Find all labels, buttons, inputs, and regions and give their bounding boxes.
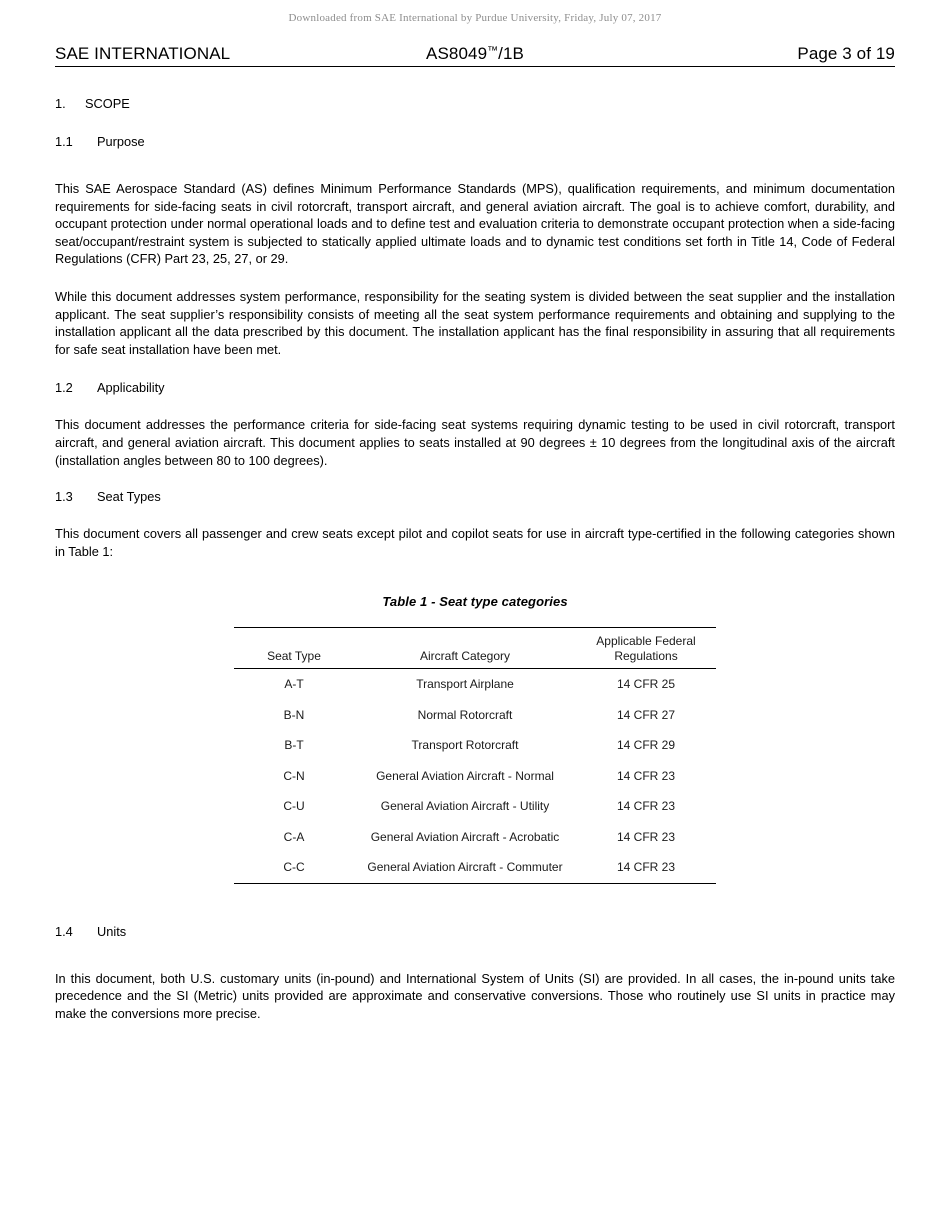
section-number-seat-types: 1.3	[55, 489, 73, 505]
header-organization: SAE INTERNATIONAL	[55, 44, 231, 63]
purpose-paragraph-1: This SAE Aerospace Standard (AS) defines Minimum Performance Standards (MPS), qualification requirements, and minimum documentation requirements for side-facing seats in civil rotorcraft, transport aircraft, and general aviation aircraft. The goal is to achieve comfort, durability, and occupant protection under normal operational loads and to define test and evaluation criteria to demonstrate occupant protection when a side-facing seat/occupant/restraint system is subjected to statically applied ultimate loads and to dynamic test conditions set forth in Title 14, Code of Federal Regulations (CFR) Part 23, 25, 27, or 29.	[55, 181, 895, 267]
cell-aircraft-category: General Aviation Aircraft - Utility	[380, 799, 550, 814]
units-paragraph-1: In this document, both U.S. customary units (in-pound) and International System of Units (SI) are provided. In all cases, the in-pound units take precedence and the SI (Metric) units provided are approximate and conservative conversions. Those who routinely use SI units in practice may make the conversions more precise.	[55, 970, 895, 1021]
table-row	[234, 730, 716, 761]
cell-aircraft-category: Transport Rotorcraft	[411, 738, 519, 753]
table-body	[234, 669, 716, 884]
cell-regulation: 14 CFR 23	[616, 829, 676, 844]
table-row	[234, 669, 716, 700]
cell-seat-type: B-T	[284, 738, 304, 753]
trademark-icon: ™	[487, 45, 499, 58]
table-1-caption: Table 1 - Seat type categories	[382, 594, 568, 610]
table-row	[234, 791, 716, 822]
cell-seat-type: C-A	[283, 829, 305, 844]
section-title-purpose: Purpose	[97, 134, 145, 149]
seat-types-paragraph-1: This document covers all passenger and crew seats except pilot and copilot seats for use in aircraft type-certified in the following categories shown in Table 1:	[55, 526, 895, 559]
cell-regulation: 14 CFR 23	[616, 799, 676, 814]
section-title-seat-types: Seat Types	[97, 489, 161, 505]
table-row	[234, 700, 716, 731]
column-header-seat-type	[234, 628, 354, 669]
cell-regulation: 14 CFR 29	[616, 738, 676, 753]
cell-regulation: 14 CFR 23	[576, 852, 716, 883]
column-header-regulations-line-2: Regulations	[614, 649, 678, 664]
column-header-aircraft-category-line-2: Aircraft Category	[419, 649, 511, 664]
table-1-container	[55, 627, 895, 884]
download-watermark: Downloaded from SAE International by Purdue University, Friday, July 07, 2017	[288, 12, 662, 24]
cell-aircraft-category: Normal Rotorcraft	[417, 707, 513, 722]
cell-seat-type: A-T	[284, 677, 304, 692]
table-header-row	[234, 628, 716, 669]
section-number-applicability: 1.2	[55, 380, 73, 396]
header-document-suffix: /1B	[498, 44, 524, 63]
header-page-number: Page 3 of 19	[797, 44, 895, 63]
cell-aircraft-category: Transport Airplane	[416, 677, 514, 692]
document-body	[55, 96, 895, 1023]
table-row	[234, 761, 716, 792]
header-document-number	[55, 44, 895, 64]
section-number-purpose: 1.1	[55, 134, 73, 149]
section-heading-scope	[55, 96, 895, 112]
cell-regulation: 14 CFR 27	[616, 707, 676, 722]
table-row	[234, 852, 716, 883]
section-number-scope: 1.	[55, 96, 66, 111]
column-header-regulations-line-1: Applicable Federal	[596, 634, 696, 649]
cell-aircraft-category: General Aviation Aircraft - Acrobatic	[370, 829, 560, 844]
purpose-paragraph-2: While this document addresses system performance, responsibility for the seating system is divided between the seat supplier and the installation applicant. The seat supplier’s responsibility consists of meeting all the seat system performance requirements and obtaining and supplying to the installation applicant all the data prescribed by this document. The installation applicant has the final responsibility in assuring that all requirements for safe seat installation have been met.	[55, 288, 895, 357]
cell-seat-type: B-N	[283, 707, 305, 722]
column-header-applicable-federal-regulations	[576, 628, 716, 669]
table-row	[234, 822, 716, 853]
section-number-units: 1.4	[55, 923, 73, 939]
cell-regulation: 14 CFR 23	[616, 768, 676, 783]
section-title-applicability: Applicability	[97, 380, 165, 396]
section-heading-applicability	[55, 380, 895, 396]
cell-seat-type: C-U	[283, 799, 305, 814]
section-title-units: Units	[97, 923, 127, 939]
section-heading-purpose	[55, 134, 895, 150]
section-heading-seat-types	[55, 489, 895, 505]
cell-aircraft-category: General Aviation Aircraft - Normal	[376, 768, 554, 783]
cell-seat-type: C-N	[283, 768, 305, 783]
cell-seat-type: C-C	[234, 852, 354, 883]
section-heading-units	[55, 924, 895, 940]
section-title-scope: SCOPE	[85, 96, 130, 111]
applicability-paragraph-1: This document addresses the performance criteria for side-facing seat systems requiring dynamic testing to be used in civil rotorcraft, transport aircraft, and general aviation aircraft. This document applies to seats installed at 90 degrees ± 10 degrees from the longitudinal axis of the aircraft (installation angles between 80 to 100 degrees).	[55, 417, 895, 468]
column-header-seat-type-line-2: Seat Type	[267, 649, 321, 664]
header-divider	[55, 66, 895, 67]
page-running-header	[55, 44, 895, 70]
seat-type-categories-table	[234, 627, 716, 884]
header-document-number-text: AS8049	[426, 44, 488, 63]
cell-regulation: 14 CFR 25	[616, 677, 676, 692]
cell-aircraft-category: General Aviation Aircraft - Commuter	[354, 852, 576, 883]
column-header-aircraft-category	[354, 628, 576, 669]
